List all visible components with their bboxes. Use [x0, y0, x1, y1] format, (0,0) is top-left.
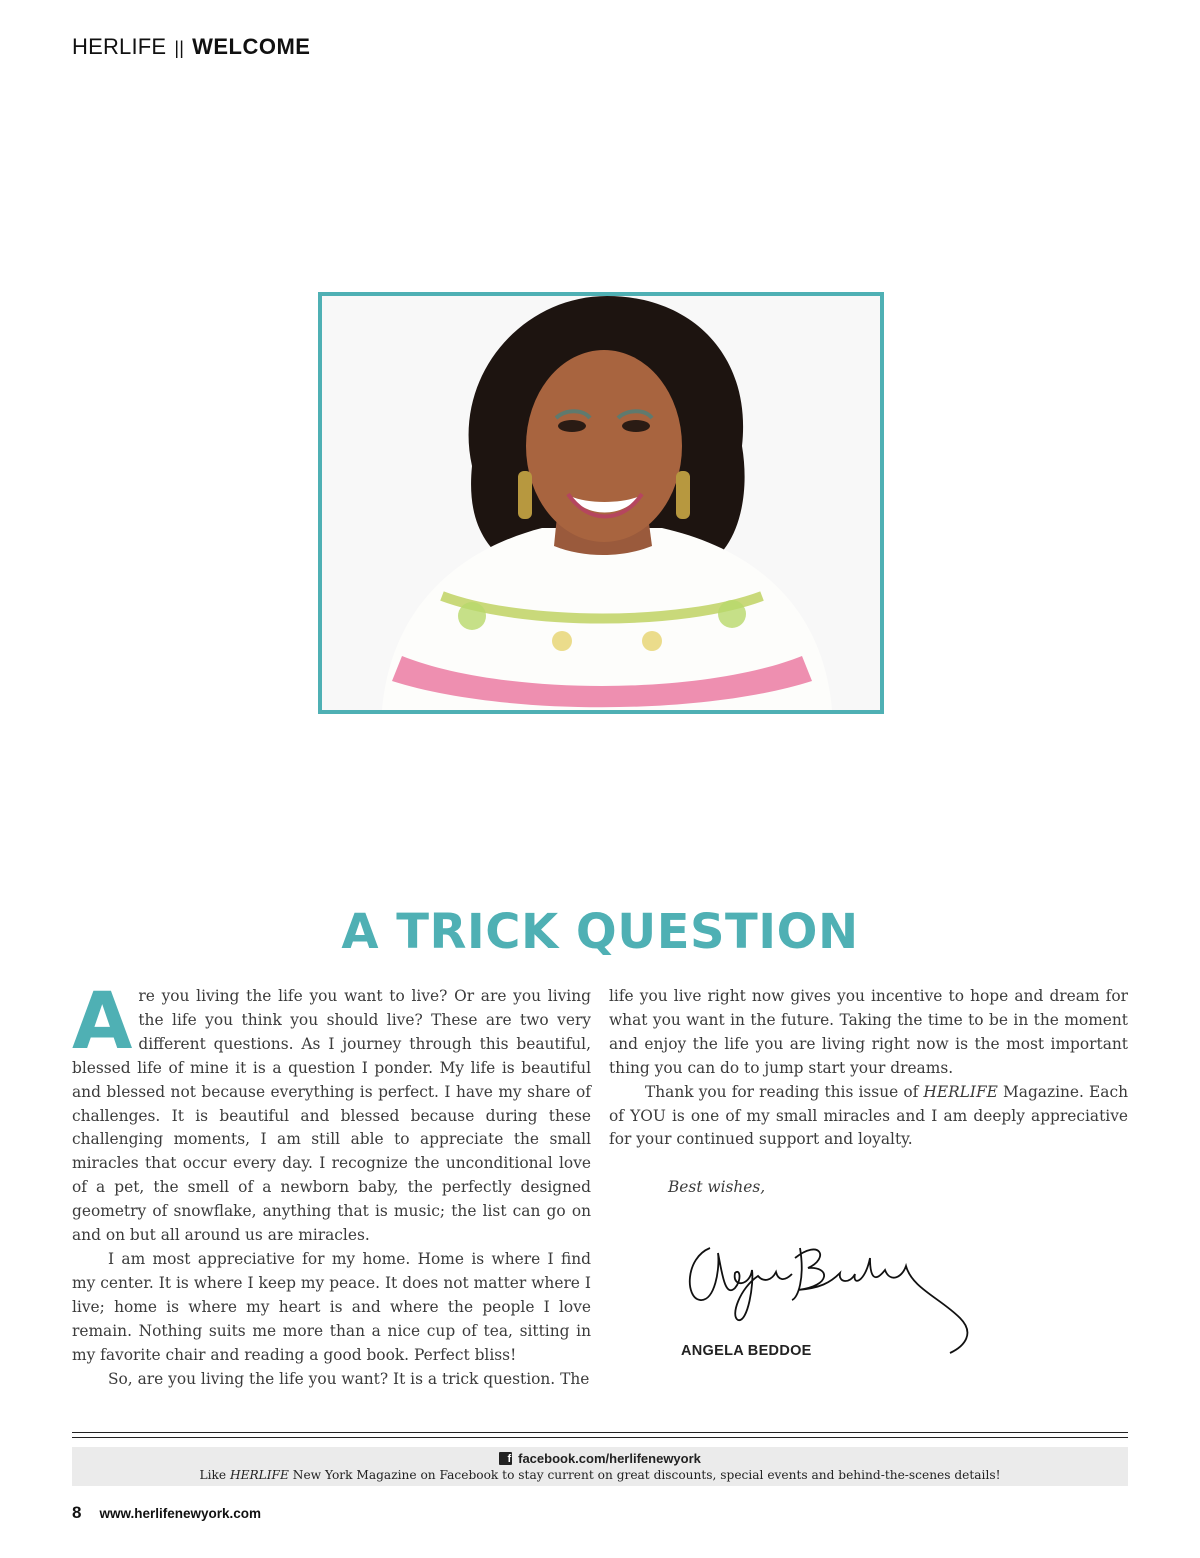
article-column-right [609, 985, 1128, 1152]
drop-cap: A [72, 977, 133, 1067]
page-number: 8 [72, 1503, 82, 1522]
article-column-left [72, 977, 591, 1391]
facebook-note [72, 1468, 1128, 1482]
facebook-note-after: New York Magazine on Facebook to stay current on great discounts, special events and behind-the-scenes details! [288, 1468, 1001, 1482]
section-name: WELCOME [192, 34, 311, 59]
paragraph-4-after: Magazine. Each of YOU is one of my small miracles and I am deeply appreciative for your continued support and loyalty. [609, 1082, 1128, 1149]
facebook-link[interactable]: facebook.com/herlifenewyork [518, 1451, 701, 1466]
paragraph-3-continued [609, 985, 1128, 1081]
facebook-icon: f [499, 1452, 512, 1465]
paragraph-3-text-continued: life you live right now gives you incentive to hope and dream for what you want in the future. Taking the time to be in the moment and enjoy the life you are living right now is the most important thing you can do to jump start your dreams. [609, 987, 1128, 1077]
paragraph-2: I am most appreciative for my home. Home is where I find my center. It is where I keep my peace. It does not matter where I live; home is where my heart is and where the people I love remain. Nothing suits me more than a nice cup of tea, sitting in my favorite chair and reading a good book. Perfect bliss! [72, 1249, 591, 1364]
page-footer [72, 1503, 261, 1523]
closing-line: Best wishes, [668, 1178, 766, 1196]
page-header [72, 34, 310, 60]
footer-rule-top [72, 1432, 1128, 1433]
article-headline: A TRICK QUESTION [341, 904, 859, 960]
paragraph-4-magazine: HERLIFE [923, 1082, 998, 1101]
publication-name: HERLIFE [72, 34, 167, 59]
paragraph-3: So, are you living the life you want? It is a trick question. The [108, 1369, 590, 1388]
footer-rule-bottom [72, 1437, 1128, 1438]
portrait-photo [318, 292, 884, 714]
signature-icon [680, 1228, 980, 1362]
facebook-note-magazine: HERLIFE [229, 1468, 289, 1482]
header-separator: || [174, 38, 185, 58]
website-url[interactable]: www.herlifenewyork.com [99, 1506, 262, 1521]
paragraph-1-text: re you living the life you want to live? Or are you living the life you think you should live? These are two very different questions. As I journey through this beautiful, blessed life of mine it is a question I ponder. My life is beautiful and blessed not because everything is perfect. I have my share of challenges. It is beautiful and blessed because during these challenging moments, I am still able to appreciate the small miracles that occur every day. I recognize the unconditional love of a pet, the smell of a newborn baby, the perfectly designed geometry of snowflake, anything that is music; the list can go on and on but all around us are miracles. [72, 987, 591, 1245]
signer-name: ANGELA BEDDOE [681, 1343, 812, 1359]
facebook-link-row[interactable] [72, 1451, 1128, 1466]
paragraph-4 [609, 1081, 1128, 1153]
portrait-illustration [322, 296, 880, 710]
paragraph-4-before: Thank you for reading this issue of [645, 1082, 924, 1101]
facebook-callout [72, 1447, 1128, 1486]
facebook-note-before: Like [199, 1468, 230, 1482]
paragraph-1 [72, 977, 591, 1248]
